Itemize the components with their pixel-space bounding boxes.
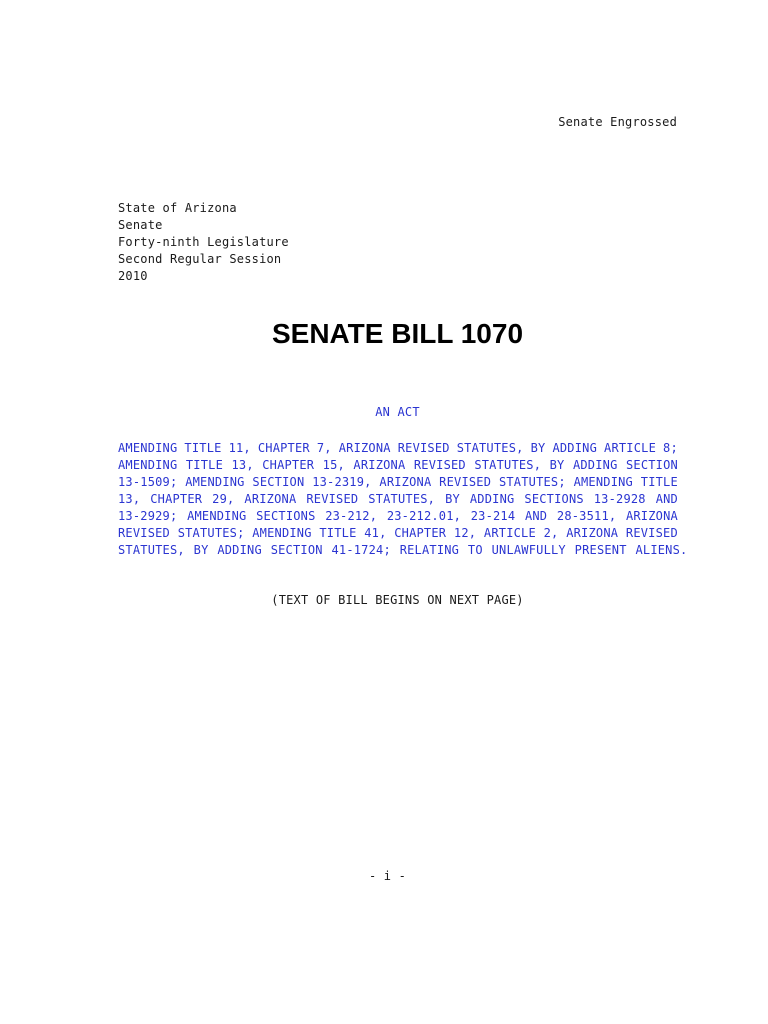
act-word: REVISED [625, 526, 678, 540]
act-word: ADDING [572, 458, 618, 472]
act-word: SECTIONS [524, 492, 584, 506]
act-word: STATUTES, [368, 492, 436, 506]
act-word: STATUTES, [474, 458, 542, 472]
act-word: 8; [663, 441, 678, 455]
act-word: CHAPTER [262, 458, 315, 472]
act-word: 13-2929; [118, 509, 178, 523]
act-word: SECTION [625, 458, 678, 472]
act-word: 12, [453, 526, 477, 540]
act-line: STATUTES, BY ADDING SECTION 41-1724; RELATING TO UNLAWFULLY PRESENT ALIENS. [118, 543, 688, 557]
act-word: 2, [543, 526, 559, 540]
header-chamber: Senate [118, 218, 163, 232]
act-word: AMENDING [573, 475, 633, 489]
act-line [118, 508, 678, 525]
act-word: REVISED [306, 492, 359, 506]
act-word: REVISED [397, 441, 450, 455]
act-word: TITLE [319, 526, 357, 540]
act-word: 41, [364, 526, 387, 540]
act-word: ARIZONA [244, 492, 297, 506]
act-word: 7, [316, 441, 332, 455]
act-word: AND [524, 509, 548, 523]
act-word: STATUTES; [177, 526, 245, 540]
act-word: 23-214 [470, 509, 516, 523]
act-word: 13-1509; [118, 475, 178, 489]
act-word: 11, [228, 441, 251, 455]
act-word: 29, [212, 492, 235, 506]
act-word: ADDING [469, 492, 515, 506]
act-word: AMENDING [118, 441, 178, 455]
act-word: CHAPTER [150, 492, 203, 506]
act-word: AND [655, 492, 678, 506]
act-word: ARIZONA [566, 526, 619, 540]
act-word: ARIZONA [379, 475, 432, 489]
act-word: STATUTES; [498, 475, 566, 489]
act-line [118, 440, 678, 457]
act-word: 28-3511, [556, 509, 617, 523]
header-state: State of Arizona [118, 201, 237, 215]
act-word: REVISED [118, 526, 170, 540]
page-number: - i - [368, 869, 407, 883]
engrossed-label: Senate Engrossed [558, 115, 677, 129]
act-word: AMENDING [118, 458, 178, 472]
act-word: CHAPTER [394, 526, 447, 540]
act-word: 23-212.01, [386, 509, 462, 523]
act-word: 13, [231, 458, 254, 472]
act-line [118, 474, 678, 491]
act-word: 13-2928 [593, 492, 646, 506]
act-word: 13, [118, 492, 141, 506]
bill-header-block [118, 200, 289, 285]
act-word: ARIZONA [625, 509, 678, 523]
header-legislature: Forty-ninth Legislature [118, 235, 289, 249]
act-word: BY [530, 441, 546, 455]
act-word: SECTIONS [256, 509, 316, 523]
act-word: ARTICLE [483, 526, 536, 540]
act-line [118, 491, 678, 508]
act-word: CHAPTER [257, 441, 310, 455]
act-heading: AN ACT [375, 405, 420, 419]
act-line [118, 525, 678, 542]
act-word: ARIZONA [338, 441, 391, 455]
act-word: 15, [322, 458, 345, 472]
bill-title: SENATE BILL 1070 [271, 318, 524, 349]
act-word: SECTION [252, 475, 305, 489]
act-word: STATUTES, [456, 441, 524, 455]
bill-begins-note: (TEXT OF BILL BEGINS ON NEXT PAGE) [271, 593, 524, 607]
act-word: AMENDING [252, 526, 312, 540]
act-word: ARIZONA [353, 458, 406, 472]
act-word: AMENDING [185, 475, 245, 489]
act-line [118, 457, 678, 474]
act-description [118, 440, 688, 559]
act-word: REVISED [439, 475, 492, 489]
header-year: 2010 [118, 269, 148, 283]
act-word: 13-2319, [312, 475, 372, 489]
act-word: TITLE [184, 441, 222, 455]
act-word: ARTICLE [604, 441, 657, 455]
act-word: TITLE [640, 475, 678, 489]
act-word: AMENDING [187, 509, 247, 523]
act-word: TITLE [185, 458, 223, 472]
act-word: BY [445, 492, 460, 506]
header-session: Second Regular Session [118, 252, 282, 266]
act-word: 23-212, [325, 509, 378, 523]
act-word: ADDING [552, 441, 598, 455]
act-word: REVISED [413, 458, 466, 472]
act-word: BY [549, 458, 565, 472]
